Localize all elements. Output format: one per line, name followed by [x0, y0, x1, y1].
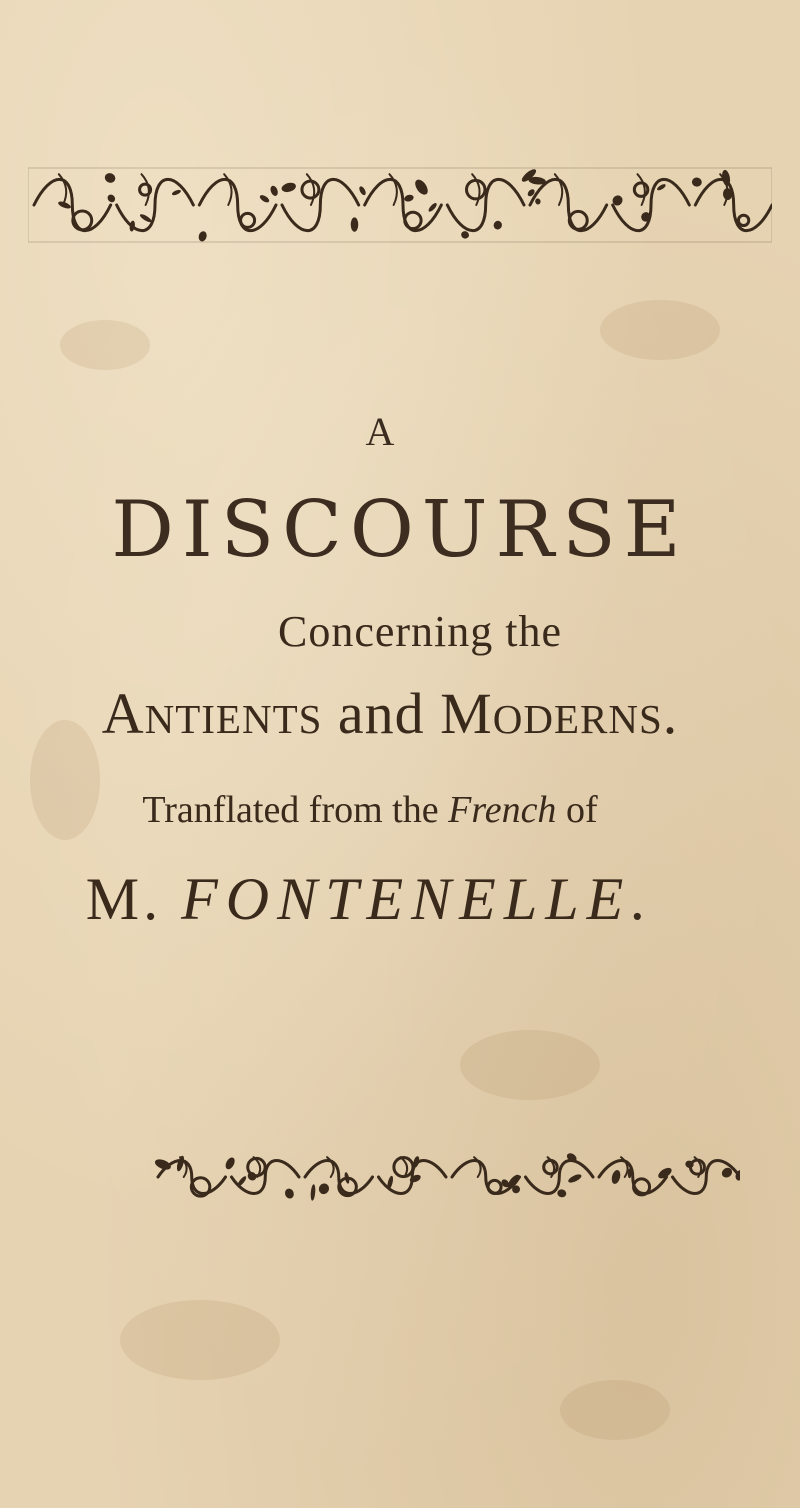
- foxing-spot: [600, 300, 720, 360]
- foxing-spot: [560, 1380, 670, 1440]
- translation-suffix: of: [565, 789, 598, 831]
- subject-word-antients: Antients: [101, 681, 323, 746]
- floral-tailpiece-icon: [152, 1148, 740, 1206]
- title-article: A: [365, 409, 395, 454]
- floral-headpiece-icon: [28, 160, 772, 250]
- subtitle-subject: [0, 680, 780, 747]
- page-title: DISCOURSE: [111, 485, 689, 575]
- translation-prefix: Tranflated from the: [142, 789, 439, 831]
- foxing-spot: [460, 1030, 600, 1100]
- subtitle-concerning: Concerning the: [277, 607, 563, 656]
- author-line: [0, 865, 740, 934]
- subject-word-moderns: Moderns.: [440, 681, 679, 746]
- author-prefix: M.: [85, 866, 163, 932]
- translation-note: [0, 788, 740, 832]
- translation-language: French: [448, 789, 557, 831]
- foxing-spot: [60, 320, 150, 370]
- author-name: FONTENELLE.: [181, 866, 655, 932]
- subject-word-and: and: [337, 681, 425, 746]
- foxing-spot: [120, 1300, 280, 1380]
